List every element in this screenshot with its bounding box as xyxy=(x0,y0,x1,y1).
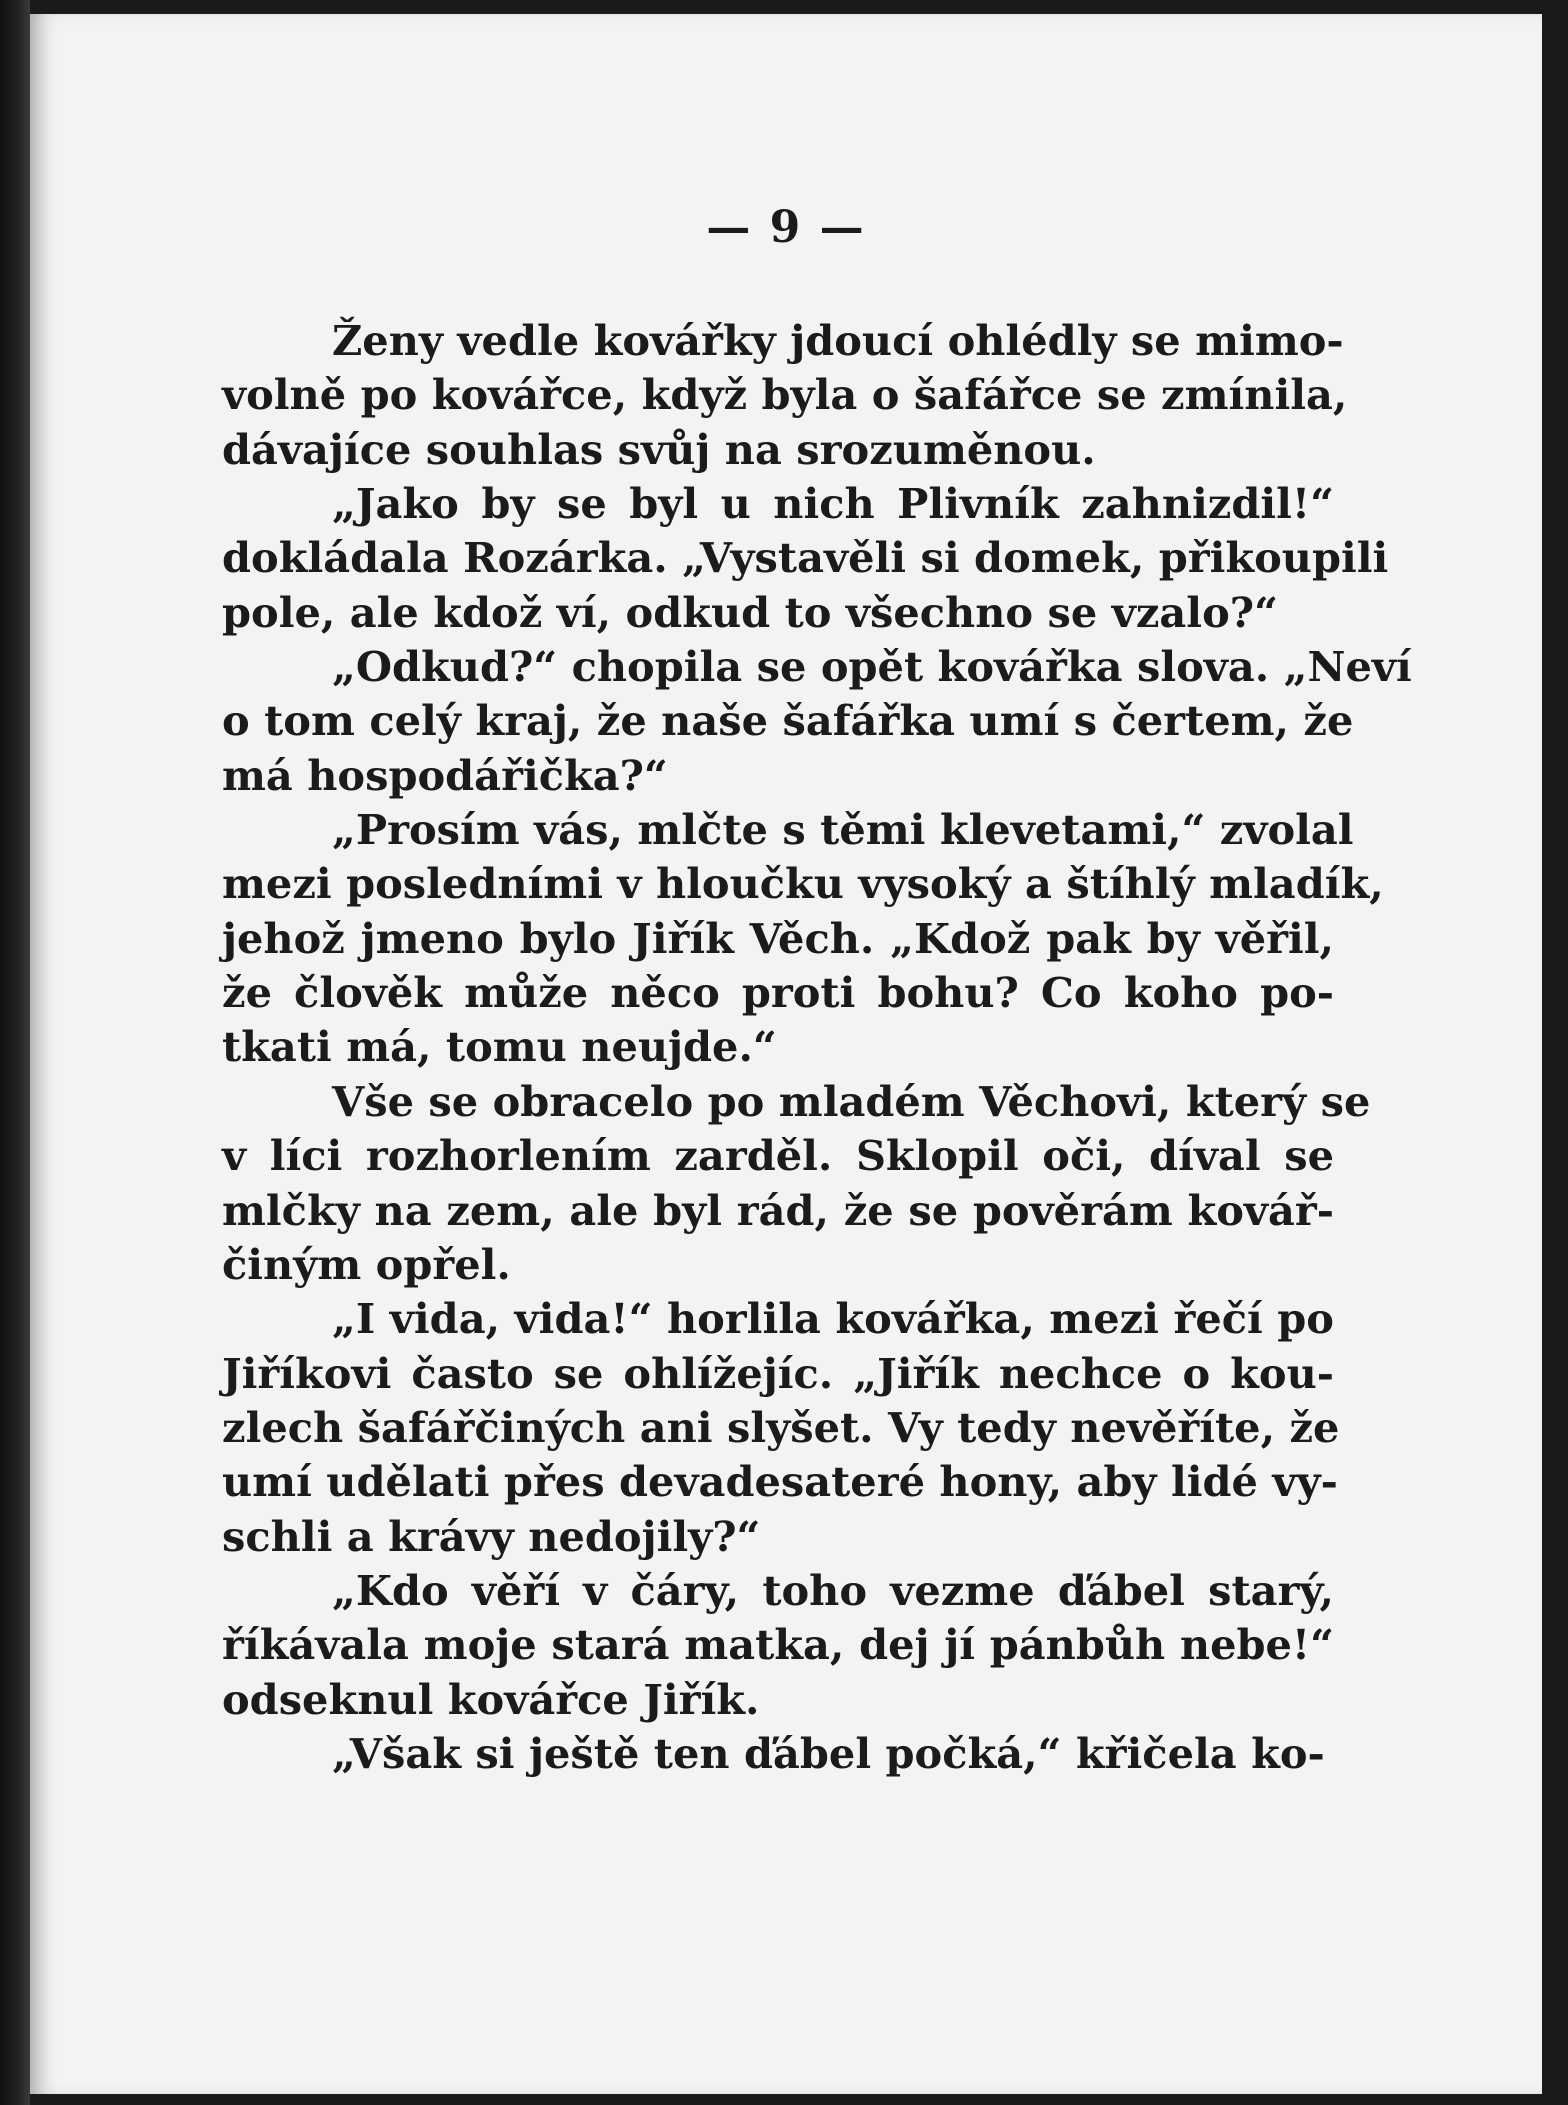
text-line: „Jako by se byl u nich Plivník zahnizdil!“ xyxy=(332,479,1334,529)
text-line: činým opřel. xyxy=(222,1239,511,1289)
page-number: — 9 — xyxy=(706,202,866,253)
text-line: Ženy vedle kovářky jdoucí ohlédly se mimo- xyxy=(332,316,1344,365)
text-line: „Odkud?“ chopila se opět kovářka slova. „Neví xyxy=(332,642,1412,692)
text-line: v líci rozhorlením zarděl. Sklopil oči, díval se xyxy=(222,1131,1334,1181)
text-line: má hospodářička?“ xyxy=(222,750,668,800)
text-line: umí udělati přes devadesateré hony, aby lidé vy- xyxy=(222,1457,1338,1507)
text-line: mezi posledními v hloučku vysoký a štíhlý mladík, xyxy=(222,859,1384,909)
text-line: dávajíce souhlas svůj na srozuměnou. xyxy=(222,424,1096,474)
book-spine-edge xyxy=(0,0,30,2105)
book-page xyxy=(30,14,1542,2094)
text-line: tkati má, tomu neujde.“ xyxy=(222,1022,777,1072)
text-line: Vše se obracelo po mladém Věchovi, který se xyxy=(332,1076,1371,1126)
text-line: pole, ale kdož ví, odkud to všechno se vzalo?“ xyxy=(222,587,1278,637)
text-line: jehož jmeno bylo Jiřík Věch. „Kdož pak by věřil, xyxy=(222,913,1334,963)
text-line: zlech šafářčiných ani slyšet. Vy tedy nevěříte, že xyxy=(222,1402,1340,1452)
text-line: Jiříkovi často se ohlížejíc. „Jiřík nechce o kou- xyxy=(222,1348,1334,1398)
text-line: odseknul kovářce Jiřík. xyxy=(222,1674,760,1724)
text-line: „Prosím vás, mlčte s těmi klevetami,“ zvolal xyxy=(332,805,1354,855)
text-line: o tom celý kraj, že naše šafářka umí s čertem, že xyxy=(222,696,1354,746)
text-line: „I vida, vida!“ horlila kovářka, mezi řečí po xyxy=(332,1294,1334,1344)
text-line: schli a krávy nedojily?“ xyxy=(222,1511,761,1561)
text-line: dokládala Rozárka. „Vystavěli si domek, přikoupili xyxy=(222,533,1389,583)
body-text xyxy=(222,314,1412,1781)
text-line: mlčky na zem, ale byl rád, že se pověrám kovář- xyxy=(222,1185,1334,1235)
text-line: říkávala moje stará matka, dej jí pánbůh nebe!“ xyxy=(222,1620,1334,1670)
text-line: volně po kovářce, když byla o šafářce se zmínila, xyxy=(222,370,1348,420)
text-line: „Kdo věří v čáry, toho vezme ďábel starý, xyxy=(332,1565,1334,1615)
text-line: že člověk může něco proti bohu? Co koho po- xyxy=(222,968,1334,1018)
text-line: „Však si ještě ten ďábel počká,“ křičela ko- xyxy=(332,1728,1325,1778)
